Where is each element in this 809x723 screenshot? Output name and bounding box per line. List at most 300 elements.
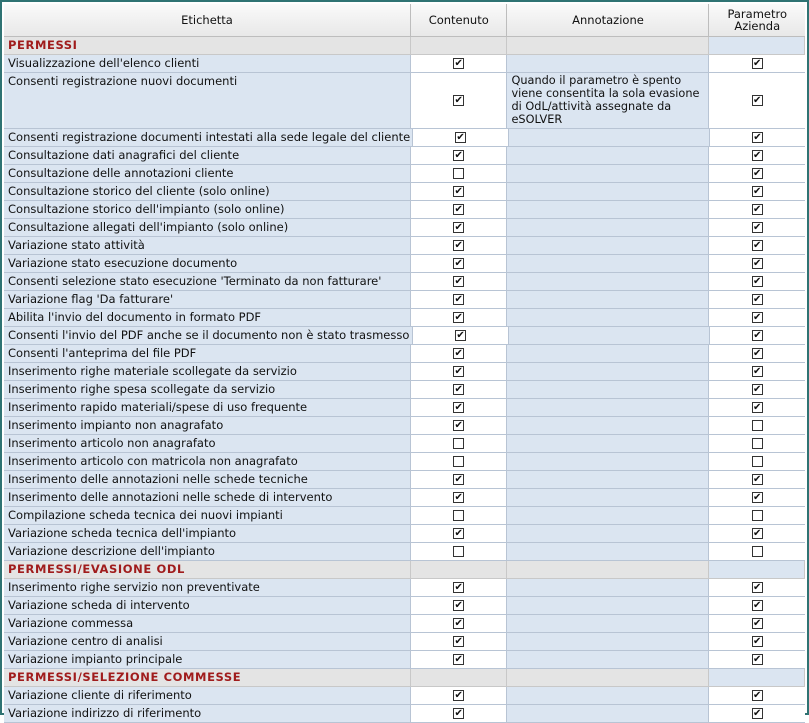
content-cell [411,147,508,165]
checkbox-empty-icon[interactable] [752,438,763,449]
company-param-cell [710,129,805,147]
table-row[interactable] [4,543,805,561]
section-title: PERMESSI/SELEZIONE COMMESSE [8,670,242,684]
company-param-checkbox-cell [709,237,805,254]
content-cell [411,705,508,723]
checkbox-checked-icon[interactable]: ✔ [753,707,762,719]
company-param-cell [709,435,805,453]
grid-header [4,4,805,37]
table-row[interactable] [4,381,805,399]
content-cell [411,597,508,615]
company-param-checkbox-cell [709,417,805,434]
content-checkbox-cell [411,345,507,362]
company-param-checkbox-cell [709,651,805,668]
column-header-content[interactable]: Contenuto [411,4,508,37]
content-checkbox-cell [411,399,507,416]
row-label: Inserimento righe servizio non preventivate [8,580,260,594]
company-param-cell [709,453,805,471]
label-cell [4,255,411,273]
row-label: Consultazione allegati dell'impianto (solo online) [8,220,289,234]
section-title-cell [4,561,411,579]
label-cell [4,73,411,129]
content-checkbox-cell [413,129,508,146]
company-param-checkbox-cell [709,201,805,218]
checkbox-checked-icon[interactable]: ✔ [753,203,762,215]
checkbox-checked-icon[interactable]: ✔ [753,689,762,701]
note-cell [507,201,709,219]
note-cell [507,345,709,363]
company-param-checkbox-cell [709,381,805,398]
checkbox-empty-icon[interactable] [752,546,763,557]
note-cell [507,651,709,669]
label-cell [4,597,411,615]
company-param-cell [709,147,805,165]
note-cell [507,597,709,615]
note-cell [507,633,709,651]
label-cell [4,183,411,201]
row-label: Inserimento impianto non anagrafato [8,418,224,432]
table-row[interactable] [4,471,805,489]
checkbox-checked-icon[interactable]: ✔ [753,635,762,647]
content-checkbox-cell [413,327,508,344]
table-row[interactable] [4,651,805,669]
checkbox-checked-icon[interactable]: ✔ [753,167,762,179]
company-param-cell [709,309,805,327]
company-param-checkbox-cell [709,291,805,308]
content-checkbox-cell [411,291,507,308]
content-cell [411,255,508,273]
company-param-cell [709,543,805,561]
table-row[interactable] [4,291,805,309]
company-param-cell [709,705,805,723]
note-cell [507,147,709,165]
checkbox-checked-icon[interactable]: ✔ [753,221,762,233]
checkbox-checked-icon[interactable]: ✔ [753,581,762,593]
table-row[interactable] [4,615,805,633]
table-row[interactable] [4,453,805,471]
checkbox-checked-icon[interactable]: ✔ [753,491,762,503]
company-param-cell [709,507,805,525]
checkbox-empty-icon[interactable] [752,456,763,467]
checkbox-checked-icon[interactable]: ✔ [753,275,762,287]
content-cell [411,73,508,129]
checkbox-checked-icon[interactable]: ✔ [753,149,762,161]
section-empty-cell [507,561,709,579]
checkbox-checked-icon[interactable]: ✔ [454,347,463,359]
company-param-cell [709,55,805,73]
section-title: PERMESSI [8,38,78,52]
row-label: Inserimento articolo non anagrafato [8,436,216,450]
company-param-cell [709,273,805,291]
content-checkbox-cell [411,73,507,128]
company-param-checkbox-cell [709,543,805,560]
note-cell [507,55,709,73]
row-label: Inserimento rapido materiali/spese di uso frequente [8,400,308,414]
content-cell [411,363,508,381]
company-param-checkbox-cell [709,705,805,722]
table-row[interactable] [4,309,805,327]
table-row[interactable] [4,73,805,129]
row-label: Variazione scheda di intervento [8,598,190,612]
note-cell [507,687,709,705]
checkbox-checked-icon[interactable]: ✔ [753,329,762,341]
note-cell [507,489,709,507]
row-label: Variazione stato esecuzione documento [8,256,238,270]
column-header-company-param[interactable]: Parametro Azienda [709,4,805,37]
company-param-cell [709,489,805,507]
company-param-cell [709,73,805,129]
note-cell [509,327,710,345]
content-cell [411,687,508,705]
label-cell [4,525,411,543]
content-cell [411,291,508,309]
label-cell [4,543,411,561]
note-cell [507,417,709,435]
checkbox-checked-icon[interactable]: ✔ [753,185,762,197]
note-cell [507,183,709,201]
company-param-checkbox-cell [709,345,805,362]
column-header-note[interactable]: Annotazione [507,4,709,37]
table-row[interactable] [4,129,805,147]
grid-body [4,37,805,720]
table-row[interactable] [4,255,805,273]
note-cell [507,399,709,417]
note-cell [507,363,709,381]
checkbox-checked-icon[interactable]: ✔ [753,94,762,106]
checkbox-checked-icon[interactable]: ✔ [454,635,463,647]
company-param-checkbox-cell [709,255,805,272]
table-row[interactable] [4,633,805,651]
checkbox-checked-icon[interactable]: ✔ [753,617,762,629]
row-label: Variazione flag 'Da fatturare' [8,292,174,306]
checkbox-checked-icon[interactable]: ✔ [753,527,762,539]
content-checkbox-cell [411,309,507,326]
checkbox-empty-icon[interactable] [752,510,763,521]
company-param-cell [709,345,805,363]
table-row[interactable] [4,417,805,435]
checkbox-checked-icon[interactable]: ✔ [454,617,463,629]
label-cell [4,705,411,723]
content-cell [411,165,508,183]
content-cell [411,309,508,327]
checkbox-checked-icon[interactable]: ✔ [454,653,463,665]
label-cell [4,309,411,327]
table-row[interactable] [4,363,805,381]
checkbox-checked-icon[interactable]: ✔ [753,347,762,359]
row-label: Variazione cliente di riferimento [8,688,192,702]
table-row[interactable] [4,489,805,507]
label-cell [4,435,411,453]
content-checkbox-cell [411,219,507,236]
label-cell [4,615,411,633]
row-label: Variazione indirizzo di riferimento [8,706,202,720]
checkbox-empty-icon[interactable] [453,456,464,467]
content-cell [411,201,508,219]
content-checkbox-cell [411,687,507,704]
content-checkbox-cell [411,363,507,380]
section-title-cell [4,669,411,687]
content-checkbox-cell [411,615,507,632]
company-param-checkbox-cell [709,687,805,704]
note-cell [507,543,709,561]
checkbox-checked-icon[interactable]: ✔ [454,473,463,485]
checkbox-checked-icon[interactable]: ✔ [454,365,463,377]
checkbox-checked-icon[interactable]: ✔ [753,57,762,69]
row-label: Consenti registrazione documenti intestati alla sede legale del cliente [8,130,411,144]
company-param-checkbox-cell [709,147,805,164]
checkbox-checked-icon[interactable]: ✔ [454,311,463,323]
company-param-checkbox-cell [709,615,805,632]
section-empty-cell [411,669,508,687]
content-checkbox-cell [411,471,507,488]
table-row[interactable] [4,525,805,543]
label-cell [4,489,411,507]
content-cell [411,273,508,291]
table-row[interactable] [4,165,805,183]
row-label: Inserimento articolo con matricola non anagrafato [8,454,298,468]
company-param-checkbox-cell [709,309,805,326]
note-cell [507,507,709,525]
checkbox-checked-icon[interactable]: ✔ [753,257,762,269]
company-param-checkbox-cell [710,129,805,146]
company-param-checkbox-cell [709,633,805,650]
section-row [4,37,805,55]
content-checkbox-cell [411,507,507,524]
checkbox-checked-icon[interactable]: ✔ [454,275,463,287]
company-param-cell [709,633,805,651]
content-checkbox-cell [411,381,507,398]
checkbox-checked-icon[interactable]: ✔ [454,293,463,305]
content-cell [411,489,508,507]
company-param-cell [709,615,805,633]
label-cell [4,417,411,435]
content-cell [411,579,508,597]
company-param-checkbox-cell [709,471,805,488]
note-cell [507,73,709,129]
checkbox-checked-icon[interactable]: ✔ [454,707,463,719]
table-row[interactable] [4,55,805,73]
content-checkbox-cell [411,543,507,560]
checkbox-checked-icon[interactable]: ✔ [753,311,762,323]
checkbox-checked-icon[interactable]: ✔ [454,689,463,701]
row-label: Inserimento righe spesa scollegate da servizio [8,382,276,396]
table-row[interactable] [4,345,805,363]
table-row[interactable] [4,201,805,219]
company-param-cell [709,579,805,597]
company-param-cell [709,183,805,201]
note-cell [507,237,709,255]
section-empty-cell [507,669,709,687]
row-label: Inserimento delle annotazioni nelle schede tecniche [8,472,308,486]
table-row[interactable] [4,435,805,453]
content-checkbox-cell [411,147,507,164]
company-param-cell [709,525,805,543]
content-checkbox-cell [411,579,507,596]
content-cell [411,651,508,669]
label-cell [4,55,411,73]
note-cell [507,525,709,543]
note-cell [507,309,709,327]
checkbox-checked-icon[interactable]: ✔ [753,383,762,395]
row-label: Variazione commessa [8,616,134,630]
company-param-checkbox-cell [709,399,805,416]
content-checkbox-cell [411,489,507,506]
content-cell [411,399,508,417]
content-cell [413,327,509,345]
label-cell [4,381,411,399]
label-cell [4,219,411,237]
content-cell [411,219,508,237]
company-param-checkbox-cell [709,489,805,506]
row-label: Inserimento delle annotazioni nelle schede di intervento [8,490,333,504]
row-label: Consenti l'anteprima del file PDF [8,346,197,360]
company-param-cell [709,363,805,381]
table-row[interactable] [4,183,805,201]
label-cell [4,687,411,705]
checkbox-checked-icon[interactable]: ✔ [753,365,762,377]
content-cell [411,381,508,399]
checkbox-checked-icon[interactable]: ✔ [753,473,762,485]
company-param-checkbox-cell [710,327,805,344]
company-param-cell [709,687,805,705]
company-param-checkbox-cell [709,273,805,290]
section-row [4,669,805,687]
company-param-checkbox-cell [709,453,805,470]
label-cell [4,363,411,381]
column-header-label[interactable]: Etichetta [4,4,411,37]
company-param-checkbox-cell [709,183,805,200]
table-row[interactable] [4,219,805,237]
checkbox-checked-icon[interactable]: ✔ [454,599,463,611]
checkbox-checked-icon[interactable]: ✔ [753,401,762,413]
checkbox-checked-icon[interactable]: ✔ [753,131,762,143]
note-cell [507,165,709,183]
content-cell [411,453,508,471]
checkbox-empty-icon[interactable] [453,438,464,449]
company-param-cell [709,219,805,237]
checkbox-checked-icon[interactable]: ✔ [454,383,463,395]
content-cell [411,237,508,255]
content-checkbox-cell [411,705,507,722]
checkbox-checked-icon[interactable]: ✔ [454,491,463,503]
checkbox-checked-icon[interactable]: ✔ [753,239,762,251]
checkbox-checked-icon[interactable]: ✔ [454,239,463,251]
label-cell [4,633,411,651]
checkbox-checked-icon[interactable]: ✔ [454,203,463,215]
label-cell [4,201,411,219]
content-cell [413,129,509,147]
row-label: Consultazione storico dell'impianto (solo online) [8,202,285,216]
note-cell [507,435,709,453]
checkbox-checked-icon[interactable]: ✔ [753,293,762,305]
checkbox-checked-icon[interactable]: ✔ [454,221,463,233]
content-checkbox-cell [411,237,507,254]
content-cell [411,543,508,561]
label-cell [4,579,411,597]
table-row[interactable] [4,327,805,345]
label-cell [4,291,411,309]
row-label: Variazione impianto principale [8,652,183,666]
content-checkbox-cell [411,201,507,218]
table-row[interactable] [4,597,805,615]
company-param-checkbox-cell [709,507,805,524]
checkbox-checked-icon[interactable]: ✔ [454,401,463,413]
checkbox-empty-icon[interactable] [453,168,464,179]
row-label: Variazione descrizione dell'impianto [8,544,215,558]
table-row[interactable] [4,273,805,291]
checkbox-checked-icon[interactable]: ✔ [454,185,463,197]
label-cell [4,453,411,471]
company-param-cell [709,651,805,669]
company-param-cell [709,255,805,273]
content-checkbox-cell [411,55,507,72]
content-checkbox-cell [411,453,507,470]
row-label: Consultazione storico del cliente (solo online) [8,184,270,198]
company-param-checkbox-cell [709,435,805,452]
company-param-checkbox-cell [709,55,805,72]
checkbox-checked-icon[interactable]: ✔ [454,94,463,106]
content-checkbox-cell [411,255,507,272]
checkbox-empty-icon[interactable] [752,420,763,431]
label-cell [4,471,411,489]
label-cell [4,327,413,345]
checkbox-checked-icon[interactable]: ✔ [753,653,762,665]
table-row[interactable] [4,399,805,417]
note-cell [509,129,710,147]
company-param-cell [709,381,805,399]
checkbox-checked-icon[interactable]: ✔ [753,599,762,611]
checkbox-checked-icon[interactable]: ✔ [454,581,463,593]
content-cell [411,471,508,489]
checkbox-empty-icon[interactable] [453,546,464,557]
checkbox-checked-icon[interactable]: ✔ [454,419,463,431]
checkbox-checked-icon[interactable]: ✔ [456,131,465,143]
row-label: Consenti registrazione nuovi documenti [8,74,238,88]
content-cell [411,417,508,435]
checkbox-checked-icon[interactable]: ✔ [454,257,463,269]
company-param-checkbox-cell [709,73,805,128]
note-cell [507,453,709,471]
checkbox-checked-icon[interactable]: ✔ [454,527,463,539]
checkbox-checked-icon[interactable]: ✔ [456,329,465,341]
note-cell [507,255,709,273]
label-cell [4,273,411,291]
section-empty-cell [411,37,508,55]
table-row[interactable] [4,147,805,165]
label-cell [4,165,411,183]
content-checkbox-cell [411,273,507,290]
table-row[interactable] [4,705,805,723]
table-row[interactable] [4,687,805,705]
table-row[interactable] [4,507,805,525]
table-row[interactable] [4,237,805,255]
section-empty-cell [709,561,805,579]
label-cell [4,147,411,165]
row-label: Compilazione scheda tecnica dei nuovi impianti [8,508,283,522]
checkbox-checked-icon[interactable]: ✔ [454,149,463,161]
note-cell [507,471,709,489]
checkbox-checked-icon[interactable]: ✔ [454,57,463,69]
row-label: Variazione stato attività [8,238,145,252]
row-label: Consenti l'invio del PDF anche se il documento non è stato trasmesso [8,328,410,342]
row-label: Visualizzazione dell'elenco clienti [8,56,200,70]
section-empty-cell [507,37,709,55]
section-title-cell [4,37,411,55]
table-row[interactable] [4,579,805,597]
company-param-checkbox-cell [709,579,805,596]
checkbox-empty-icon[interactable] [453,510,464,521]
row-label: Variazione centro di analisi [8,634,163,648]
